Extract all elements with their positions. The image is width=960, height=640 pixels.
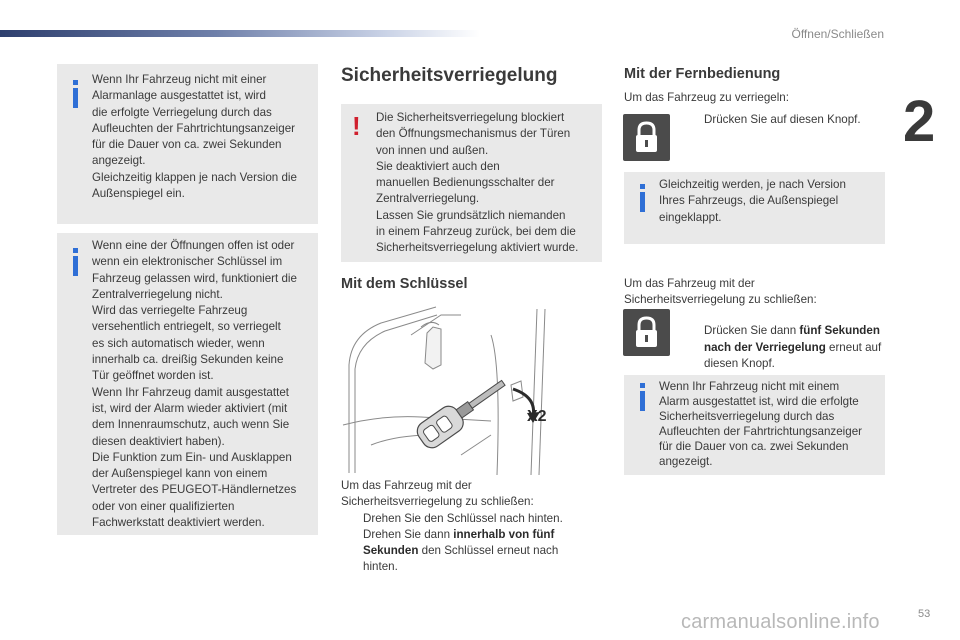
step-text: Drücken Sie auf diesen Knopf. (704, 113, 861, 126)
text-line: versehentlich entriegelt, so verriegelt (92, 320, 281, 334)
warning-box (341, 104, 602, 262)
text-line: Alarm ausgestattet ist, wird die erfolgte (659, 395, 859, 408)
info-text-openings (92, 238, 316, 531)
text-line: Wenn Ihr Fahrzeug damit ausgestattet (92, 385, 289, 399)
lock-button-illustration-1 (623, 114, 670, 161)
text-line: den Öffnungsmechanismus der Türen (376, 127, 571, 141)
text-line: Sicherheitsverriegelung zu schließen: (341, 495, 534, 509)
text-line: für die Dauer von ca. zwei Sekunden (659, 440, 849, 453)
text-line: in einem Fahrzeug zurück, bei dem die (376, 225, 576, 239)
text-line: Um das Fahrzeug mit der (341, 479, 472, 492)
text-line: Zentralverriegelung nicht. (92, 287, 223, 301)
text-line: Lassen Sie grundsätzlich niemanden (376, 208, 566, 222)
step-text-post: den Schlüssel erneut nach hinten. (363, 544, 559, 574)
text-line: Vertreter des PEUGEOT-Händlernetzes (92, 483, 297, 497)
text-line: Gleichzeitig klappen je nach Version die (92, 170, 297, 184)
info-box-openings (57, 233, 318, 535)
step-text-post: erneut auf diesen Knopf. (704, 340, 882, 370)
step-text-bold: fünf Sekunden nach der Verriegelung (704, 324, 880, 354)
info-box-mirrors (624, 172, 885, 244)
text-line: Die Funktion zum Ein- und Ausklappen (92, 450, 292, 464)
text-line: Wenn Ihr Fahrzeug nicht mit einer (92, 73, 267, 86)
step-text-bold: innerhalb von fünf Sekunden (363, 527, 555, 558)
step-text-pre: Drehen Sie dann (363, 527, 454, 541)
section-title: Öffnen/Schließen (791, 27, 884, 41)
text-line: Sicherheitsverriegelung aktiviert wurde. (376, 241, 579, 255)
key-door-illustration (341, 305, 551, 475)
heading-mit-der-fernbedienung: Mit der Fernbedienung (624, 66, 781, 82)
text-line: innerhalb ca. dreißig Sekunden keine (92, 353, 284, 367)
step-text-pre: Drücken Sie dann (704, 324, 800, 338)
lock-button-illustration-2 (623, 309, 670, 356)
text-line: dem Innenraumschutz, auch wenn Sie (92, 418, 290, 432)
text-line: ist, wird der Alarm wieder aktiviert (mit (92, 401, 288, 415)
text-line: Fachwerkstatt deaktiviert werden. (92, 516, 265, 530)
step-text: Drehen Sie den Schlüssel nach hinten. (363, 511, 563, 525)
lock-icon (623, 114, 670, 161)
text-line: Sie deaktiviert auch den (376, 159, 500, 173)
text-line: die erfolgte Verriegelung durch das (92, 105, 272, 119)
info-text-mirrors (659, 177, 883, 226)
text-line: Sicherheitsverriegelung durch das (659, 410, 835, 423)
text-line: eingeklappt. (659, 210, 722, 224)
chapter-number: 2 (903, 89, 936, 154)
heading-sicherheitsverriegelung: Sicherheitsverriegelung (341, 65, 558, 86)
lock-icon (623, 309, 670, 356)
text-line: Zentralverriegelung. (376, 192, 480, 206)
text-line: angezeigt. (659, 455, 713, 468)
key-instructions (341, 478, 591, 576)
text-line: angezeigt. (92, 154, 146, 168)
text-line: für die Dauer von ca. zwei Sekunden (92, 138, 282, 152)
heading-mit-dem-schluessel: Mit dem Schlüssel (341, 276, 468, 292)
text-line: Aufleuchten der Fahrtrichtungsanzeiger (659, 425, 863, 438)
text-line: Wird das verriegelte Fahrzeug (92, 304, 248, 318)
info-icon (640, 192, 645, 212)
text-line: Tür geöffnet worden ist. (92, 369, 214, 383)
text-line: Ihres Fahrzeugs, die Außenspiegel (659, 194, 839, 208)
x2-label: X2 (527, 408, 547, 425)
info-box-no-alarm (624, 375, 885, 475)
info-icon (73, 256, 78, 276)
header-color-bar (0, 30, 480, 37)
warning-icon: ! (352, 111, 361, 141)
text-line: Aufleuchten der Fahrtrichtungsanzeiger (92, 121, 296, 135)
text-line: von innen und außen. (376, 143, 489, 157)
text-line: Fahrzeug gelassen wird, funktioniert die (92, 271, 297, 285)
text-line: Wenn eine der Öffnungen offen ist oder (92, 239, 295, 252)
info-box-alarm (57, 64, 318, 224)
text-line: diesen deaktiviert haben). (92, 434, 225, 448)
list-item (682, 323, 904, 372)
warning-text (376, 110, 601, 257)
text-line: der Außenspiegel kann von einem (92, 467, 268, 481)
list-item (341, 527, 591, 576)
text-line: es sich automatisch wieder, wenn (92, 336, 265, 350)
text-line: Außenspiegel ein. (92, 187, 185, 201)
info-text-alarm (92, 72, 316, 202)
text-line: oder von einer qualifizierten (92, 499, 235, 513)
list-item (341, 511, 591, 527)
page-number: 53 (918, 608, 931, 620)
watermark: carmanualsonline.info (681, 611, 880, 633)
info-icon (73, 88, 78, 108)
text-line: manuellen Bedienungsschalter der (376, 176, 555, 190)
text-line: Um das Fahrzeug mit der (624, 277, 755, 290)
text-line: wenn ein elektronischer Schlüssel im (92, 255, 283, 269)
text-line: Gleichzeitig werden, je nach Version (659, 178, 846, 191)
list-item (682, 112, 904, 128)
text-line: Wenn Ihr Fahrzeug nicht mit einem (659, 380, 840, 393)
text-line: Sicherheitsverriegelung zu schließen: (624, 293, 817, 307)
remote-intro-2 (624, 276, 874, 309)
info-text-no-alarm (659, 379, 883, 469)
text-line: Alarmanlage ausgestattet ist, wird (92, 89, 266, 103)
info-icon (640, 391, 645, 411)
remote-intro: Um das Fahrzeug zu verriegeln: (624, 91, 789, 104)
text-line: Die Sicherheitsverriegelung blockiert (376, 111, 565, 124)
